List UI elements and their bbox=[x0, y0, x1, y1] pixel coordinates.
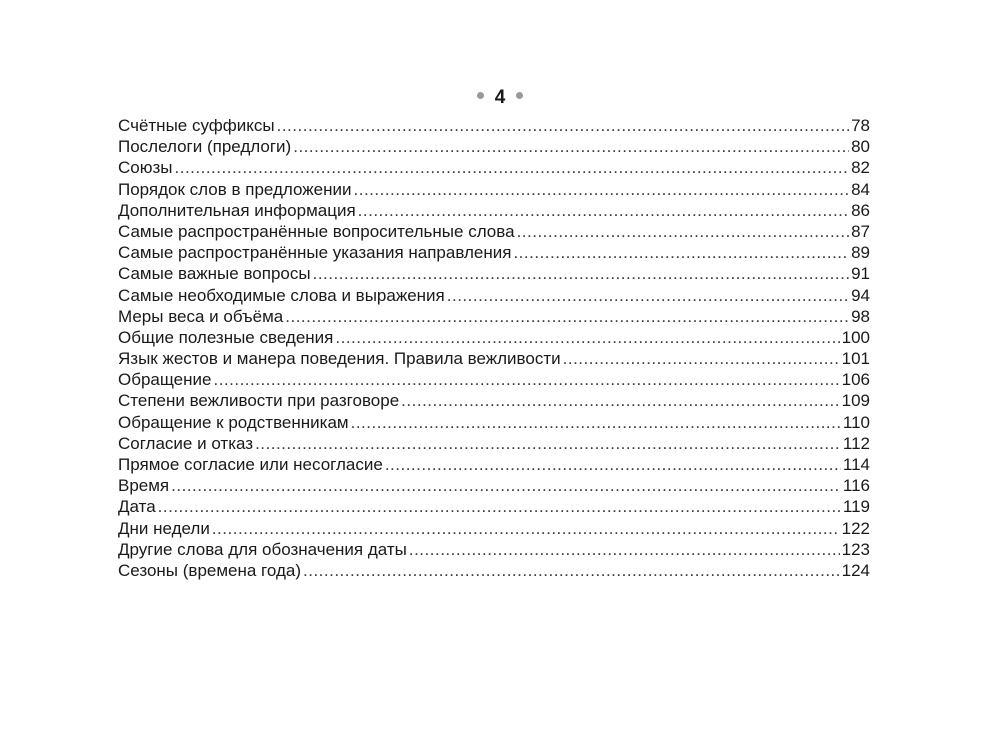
toc-entry[interactable] bbox=[118, 496, 870, 517]
toc-entry[interactable] bbox=[118, 157, 870, 178]
toc-entry[interactable] bbox=[118, 327, 870, 348]
toc-entry[interactable] bbox=[118, 454, 870, 475]
toc-entry-page-number: 98 bbox=[851, 306, 870, 326]
toc-dot-leader bbox=[171, 475, 841, 496]
toc-dot-leader bbox=[213, 369, 839, 390]
toc-entry-title: Дополнительная информация bbox=[118, 200, 356, 220]
toc-entry-page-number: 112 bbox=[842, 433, 870, 453]
toc-entry[interactable] bbox=[118, 136, 870, 157]
toc-entry-title: Самые важные вопросы bbox=[118, 264, 311, 284]
page-header bbox=[0, 86, 1000, 110]
toc-entry[interactable] bbox=[118, 539, 870, 560]
toc-entry-title: Союзы bbox=[118, 158, 173, 178]
toc-dot-leader bbox=[513, 242, 849, 263]
toc-entry-page-number: 114 bbox=[842, 455, 870, 474]
toc-dot-leader bbox=[563, 348, 840, 369]
toc-entry-page-number: 124 bbox=[841, 560, 870, 580]
toc-dot-leader bbox=[303, 560, 840, 581]
toc-entry-page-number: 80 bbox=[851, 137, 870, 157]
toc-entry[interactable] bbox=[118, 115, 870, 136]
toc-dot-leader bbox=[385, 454, 841, 475]
toc-entry[interactable] bbox=[118, 221, 870, 242]
page-number: 4 bbox=[494, 87, 506, 108]
toc-entry[interactable] bbox=[118, 369, 870, 390]
toc-dot-leader bbox=[358, 200, 849, 221]
toc-entry[interactable] bbox=[118, 200, 870, 221]
bullet-dot-icon bbox=[477, 92, 484, 99]
toc-entry-title: Общие полезные сведения bbox=[118, 327, 334, 347]
toc-entry-page-number: 87 bbox=[851, 221, 870, 241]
toc-entry-page-number: 91 bbox=[851, 264, 870, 284]
toc-dot-leader bbox=[401, 390, 839, 411]
toc-dot-leader bbox=[175, 157, 850, 178]
toc-entry-page-number: 100 bbox=[841, 327, 870, 347]
toc-entry-page-number: 94 bbox=[851, 285, 870, 305]
toc-entry-page-number: 122 bbox=[841, 518, 870, 538]
toc-entry[interactable] bbox=[118, 518, 870, 539]
toc-entry-title: Дата bbox=[118, 497, 156, 517]
toc-entry-page-number: 101 bbox=[841, 349, 870, 369]
toc-dot-leader bbox=[255, 433, 841, 454]
toc-entry[interactable] bbox=[118, 433, 870, 454]
toc-entry-page-number: 84 bbox=[851, 179, 870, 199]
toc-entry[interactable] bbox=[118, 306, 870, 327]
toc-entry-page-number: 86 bbox=[851, 200, 870, 220]
toc-entry-title: Послелоги (предлоги) bbox=[118, 137, 292, 157]
toc-dot-leader bbox=[158, 496, 841, 517]
toc-dot-leader bbox=[409, 539, 840, 560]
toc-entry[interactable] bbox=[118, 285, 870, 306]
toc-entry-page-number: 123 bbox=[841, 539, 870, 559]
toc-entry-title: Язык жестов и манера поведения. Правила вежливости bbox=[118, 349, 561, 369]
toc-entry[interactable] bbox=[118, 263, 870, 284]
toc-dot-leader bbox=[293, 136, 849, 157]
toc-entry-title: Меры веса и объёма bbox=[118, 306, 284, 326]
toc-entry-page-number: 78 bbox=[851, 116, 870, 135]
toc-entry[interactable] bbox=[118, 179, 870, 200]
toc-entry-page-number: 106 bbox=[841, 370, 870, 390]
toc-dot-leader bbox=[447, 285, 849, 306]
toc-entry-title: Сезоны (времена года) bbox=[118, 560, 301, 580]
toc-entry-title: Дни недели bbox=[118, 518, 210, 538]
toc-dot-leader bbox=[351, 412, 841, 433]
toc-dot-leader bbox=[285, 306, 849, 327]
toc-entry-title: Самые распространённые указания направления bbox=[118, 243, 512, 263]
bullet-dot-icon bbox=[516, 92, 523, 99]
toc-entry-page-number: 109 bbox=[841, 391, 870, 411]
toc-dot-leader bbox=[335, 327, 839, 348]
toc-entry-title: Счётные суффиксы bbox=[118, 116, 275, 135]
toc-dot-leader bbox=[517, 221, 850, 242]
toc-entry[interactable] bbox=[118, 390, 870, 411]
toc-entry-title: Согласие и отказ bbox=[118, 433, 254, 453]
toc-entry-page-number: 89 bbox=[851, 243, 870, 263]
toc-entry-title: Самые распространённые вопросительные слова bbox=[118, 221, 515, 241]
toc-entry-title: Другие слова для обозначения даты bbox=[118, 539, 407, 559]
toc-entry-title: Самые необходимые слова и выражения bbox=[118, 285, 445, 305]
toc-dot-leader bbox=[212, 518, 840, 539]
toc-entry-title: Прямое согласие или несогласие bbox=[118, 455, 383, 474]
toc-entry-title: Порядок слов в предложении bbox=[118, 179, 352, 199]
toc-entry-title: Обращение bbox=[118, 370, 212, 390]
toc-dot-leader bbox=[313, 263, 849, 284]
toc-entry-page-number: 116 bbox=[842, 476, 870, 496]
table-of-contents bbox=[118, 115, 870, 581]
toc-entry-page-number: 110 bbox=[842, 412, 870, 432]
toc-entry-title: Обращение к родственникам bbox=[118, 412, 349, 432]
toc-entry-title: Степени вежливости при разговоре bbox=[118, 391, 400, 411]
toc-entry[interactable] bbox=[118, 475, 870, 496]
toc-entry[interactable] bbox=[118, 412, 870, 433]
toc-entry[interactable] bbox=[118, 348, 870, 369]
toc-entry[interactable] bbox=[118, 560, 870, 581]
toc-entry[interactable] bbox=[118, 242, 870, 263]
toc-entry-title: Время bbox=[118, 476, 170, 496]
toc-dot-leader bbox=[354, 179, 850, 200]
toc-entry-page-number: 82 bbox=[851, 158, 870, 178]
toc-entry-page-number: 119 bbox=[842, 497, 870, 517]
toc-dot-leader bbox=[277, 115, 849, 136]
